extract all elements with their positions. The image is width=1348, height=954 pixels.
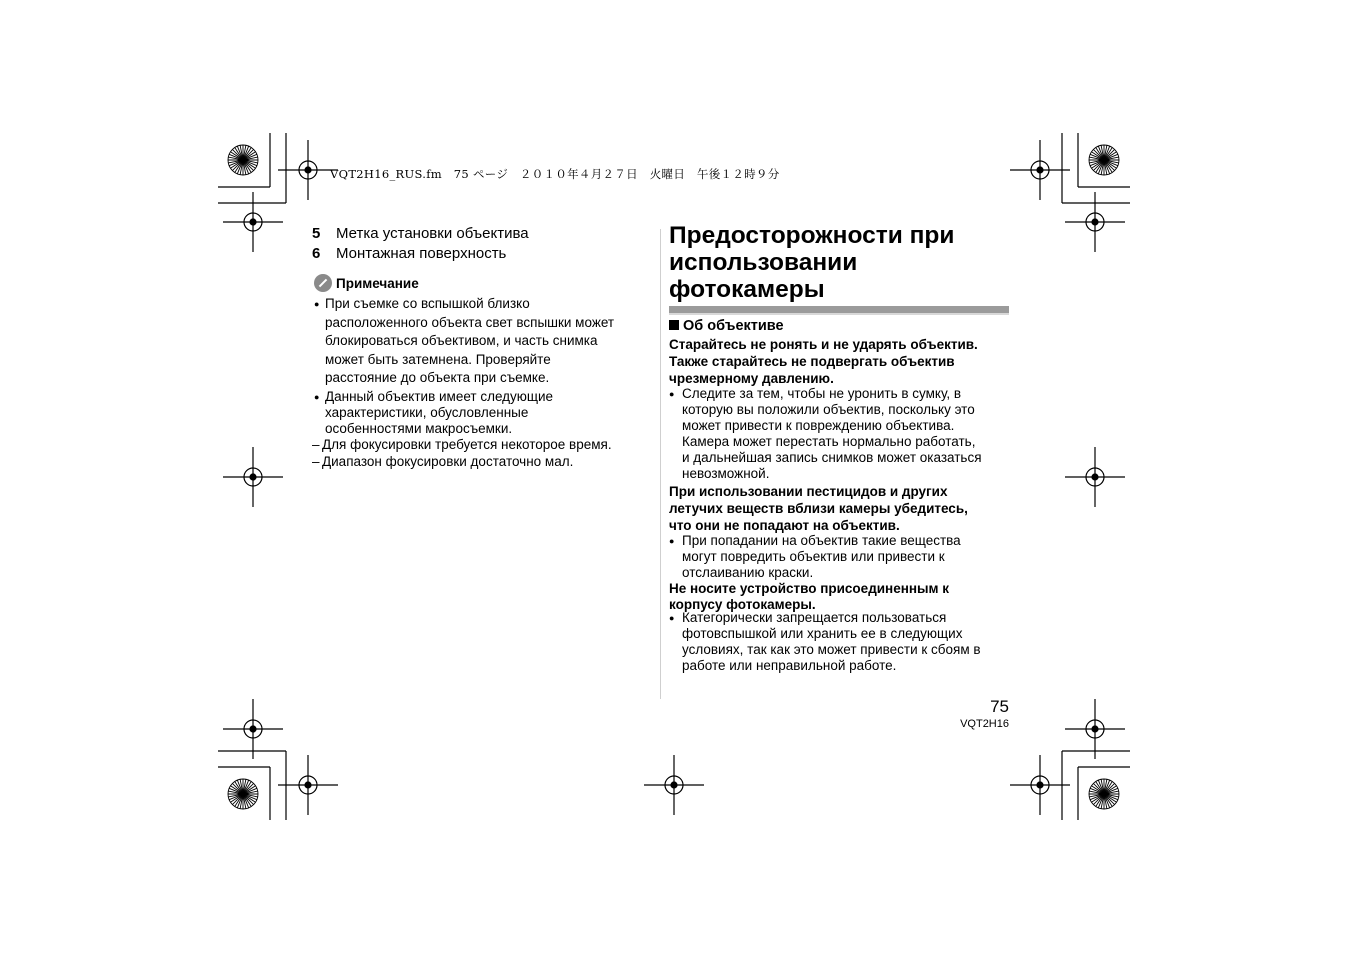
file-header: VQT2H16_RUS.fm 75 ページ ２０１０年４月２７日 火曜日 午後１２時９分 (330, 167, 780, 181)
title-underline (669, 306, 1009, 313)
line: расстояние до объекта при съемке. (325, 370, 550, 385)
line: ● При съемке со вспышкой близко (325, 296, 530, 311)
note-bullet (314, 389, 553, 437)
line: особенностями макросъемки. (325, 421, 513, 436)
line: чрезмерному давлению. (669, 371, 834, 386)
line: характеристики, обусловленные (325, 405, 529, 420)
dash-item: – Диапазон фокусировки достаточно мал. (306, 453, 612, 470)
column-divider (660, 229, 661, 699)
line: которую вы положили объектив, поскольку это (682, 402, 975, 417)
item-text: Метка установки объектива (336, 225, 529, 242)
bullet-paragraph (669, 610, 981, 674)
dash-list (314, 436, 612, 470)
square-bullet-icon (669, 320, 679, 330)
line: работе или неправильной работе. (682, 658, 897, 673)
list-item (312, 225, 529, 242)
title-line: использовании (669, 249, 858, 276)
section-heading-text: Об объективе (683, 318, 784, 334)
pencil-note-icon (314, 274, 332, 292)
line: условиях, так как это может привести к сбоям в (682, 642, 981, 657)
line: При использовании пестицидов и других (669, 484, 948, 499)
line: ● При попадании на объектив такие вещества (682, 533, 961, 548)
bullet-paragraph (669, 386, 982, 482)
line: летучих веществ вблизи камеры убедитесь, (669, 501, 968, 516)
line: ● Следите за тем, чтобы не уронить в сумку, в (682, 386, 962, 401)
line: Старайтесь не ронять и не ударять объектив. (669, 337, 978, 352)
line: что они не попадают на объектив. (669, 518, 900, 533)
line: расположенного объекта свет вспышки может (325, 314, 615, 330)
line: корпусу фотокамеры. (669, 596, 816, 612)
line: фотовспышкой или хранить ее в следующих (682, 626, 963, 641)
dash-item: – Для фокусировки требуется некоторое время. (306, 436, 612, 453)
page-number: 75 (990, 697, 1009, 716)
document-code: VQT2H16 (960, 718, 1009, 730)
line: Также старайтесь не подвергать объектив (669, 354, 955, 369)
line: блокироваться объективом, и часть снимка (325, 333, 598, 348)
line: невозможной. (682, 466, 770, 481)
warning-bold (669, 581, 949, 612)
list-item (312, 245, 506, 262)
title-underline-light (669, 313, 1009, 315)
line: могут повредить объектив или привести к (682, 549, 945, 564)
title-line: Предосторожности при (669, 222, 955, 249)
line: ● Данный объектив имеет следующие (325, 389, 554, 404)
line: Камера может перестать нормально работать, (682, 434, 976, 449)
note-bullet (314, 295, 614, 388)
line: и дальнейшая запись снимков может оказаться (682, 450, 982, 465)
item-text: Монтажная поверхность (336, 245, 507, 262)
note-title (314, 274, 419, 292)
line: может привести к повреждению объектива. (682, 418, 955, 433)
page-title (669, 222, 954, 303)
line: отслаиванию краски. (682, 565, 814, 580)
title-line: фотокамеры (669, 276, 825, 303)
line: может быть затемнена. Проверяйте (325, 351, 551, 367)
item-number: 5 (312, 225, 321, 242)
bullet-paragraph (669, 533, 961, 581)
line: ● Категорически запрещается пользоваться (682, 610, 947, 625)
warning-bold (669, 483, 968, 534)
item-number: 6 (312, 245, 321, 262)
note-title-text: Примечание (336, 275, 419, 291)
warning-bold (669, 336, 978, 387)
line: Не носите устройство присоединенным к (669, 581, 950, 596)
section-heading (669, 318, 784, 334)
